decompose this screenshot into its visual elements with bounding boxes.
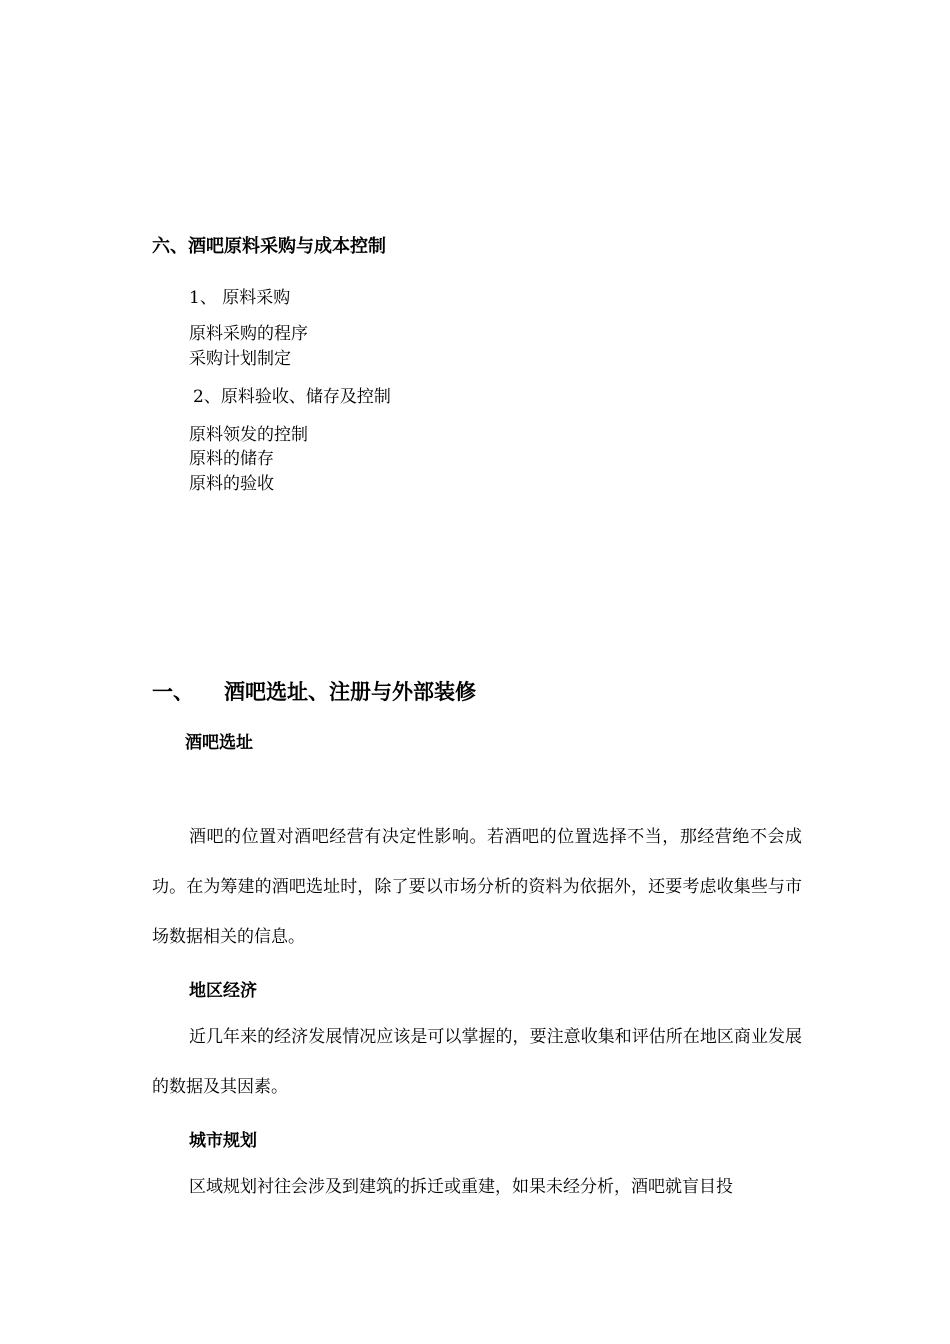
paragraph-planning: 区域规划衬往会涉及到建筑的拆迁或重建，如果未经分析，酒吧就盲目投 <box>189 1177 733 1197</box>
subheading-planning: 城市规划 <box>189 1131 257 1151</box>
section-6-heading: 六、酒吧原料采购与成本控制 <box>152 236 386 257</box>
subheading-location: 酒吧选址 <box>185 733 253 753</box>
list-item: 采购计划制定 <box>189 349 291 369</box>
paragraph-location: 酒吧的位置对酒吧经营有决定性影响。若酒吧的位置选择不当，那经营绝不会成功。在为筹建的酒吧选址时，除了要以市场分析的资料为依据外，还要考虑收集些与市场数据相关的信息。 <box>152 827 802 947</box>
subsection-2-title: 2、原料验收、储存及控制 <box>193 387 391 407</box>
paragraph-economy: 近几年来的经济发展情况应该是可以掌握的，要注意收集和评估所在地区商业发展的数据及其因素。 <box>152 1027 802 1097</box>
section-number: 一、 <box>152 680 194 704</box>
list-item: 原料的储存 <box>189 449 274 469</box>
list-item: 原料的验收 <box>189 474 274 494</box>
subsection-1-title: 1、 原料采购 <box>189 288 291 308</box>
section-1-heading <box>152 676 476 706</box>
section-title: 酒吧选址、注册与外部装修 <box>224 680 476 704</box>
list-item: 原料采购的程序 <box>189 324 308 344</box>
list-item: 原料领发的控制 <box>189 425 308 445</box>
subheading-economy: 地区经济 <box>189 981 257 1001</box>
